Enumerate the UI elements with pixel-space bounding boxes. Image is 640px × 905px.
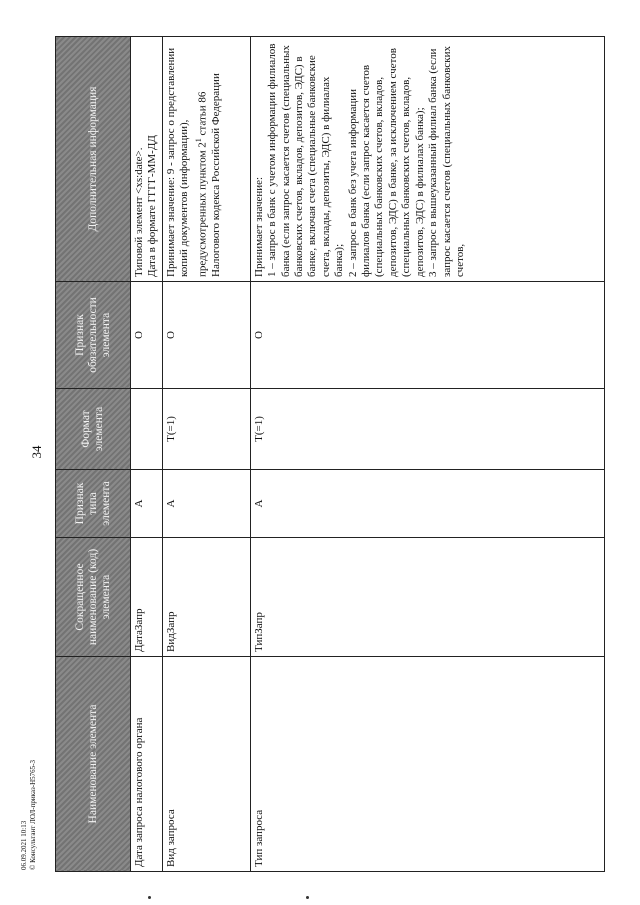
header-element-type: Признак типа элемента [56, 470, 131, 538]
cell-name: Вид запроса [162, 657, 250, 872]
info-text: Принимает значение: 9 - запрос о представлении копий документов (информации), предусмотренных пунктом 2 [164, 47, 209, 277]
info-superscript: 1 [193, 138, 203, 143]
cell-required: О [250, 282, 604, 389]
cell-name: Дата запроса налогового органа [131, 657, 163, 872]
cell-code: ДатаЗапр [131, 538, 163, 657]
table-row [162, 37, 250, 872]
table-header-row [56, 37, 131, 872]
element-spec-table [55, 36, 605, 872]
cell-type: А [250, 470, 604, 538]
cell-required: О [131, 282, 163, 389]
info-line: 2 – запрос в банк без учета информации филиалов банка (если запрос касается счетов (специальных банковских счетов, вкладов, депозитов, ЭДС) в банке, за исключением счетов (специальных банковских счетов, вкладов, депозитов, ЭДС) в филиалах банка); [346, 48, 426, 277]
header-element-required: Признак обязательности элемента [56, 282, 131, 389]
info-line: Принимает значение: [252, 176, 265, 277]
info-line: Типовой элемент <xs:date>. [133, 147, 145, 277]
cell-type: А [131, 470, 163, 538]
info-line: 1 – запрос в банк с учетом информации филиалов банка (если запрос касается счетов (специальных банковских счетов, вкладов, депозитов, ЭДС) в банке, включая счета (специальные банковские счета, вклады, депозиты, ЭДС) в филиалах банка); [266, 43, 346, 277]
cell-type: А [162, 470, 250, 538]
header-element-format: Формат элемента [56, 389, 131, 470]
margin-dot [148, 896, 151, 899]
cell-code: ТипЗапр [250, 538, 604, 657]
page-number: 34 [29, 445, 44, 459]
cell-info [250, 37, 604, 282]
info-line: Дата в формате ГГГГ-ММ-ДД [146, 135, 159, 277]
cell-info [131, 37, 163, 282]
footer [20, 630, 46, 870]
info-line: 3 – запрос в вышеуказанный филиал банка (если запрос касается счетов (специальных банковских счетов, [427, 45, 466, 277]
footer-source: © Консультант ЛОЛ-приказ-Н5765-3 [29, 760, 37, 870]
rotated-table-wrapper [55, 37, 605, 872]
cell-format [131, 389, 163, 470]
cell-format: T(=1) [250, 389, 604, 470]
header-element-code: Сокращенное наименование (код) элемента [56, 538, 131, 657]
cell-name: Тип запроса [250, 657, 604, 872]
footer-timestamp: 06.09.2021 10:13 [20, 820, 28, 870]
cell-required: О [162, 282, 250, 389]
info-text: статьи 86 Налогового кодекса Российской Федерации [196, 73, 222, 277]
header-additional-info: Дополнительная информация [56, 37, 131, 282]
margin-dot [306, 896, 309, 899]
table-row [250, 37, 604, 872]
header-element-name: Наименование элемента [56, 657, 131, 872]
cell-info [162, 37, 250, 282]
table-row [131, 37, 163, 872]
cell-code: ВидЗапр [162, 538, 250, 657]
cell-format: T(=1) [162, 389, 250, 470]
